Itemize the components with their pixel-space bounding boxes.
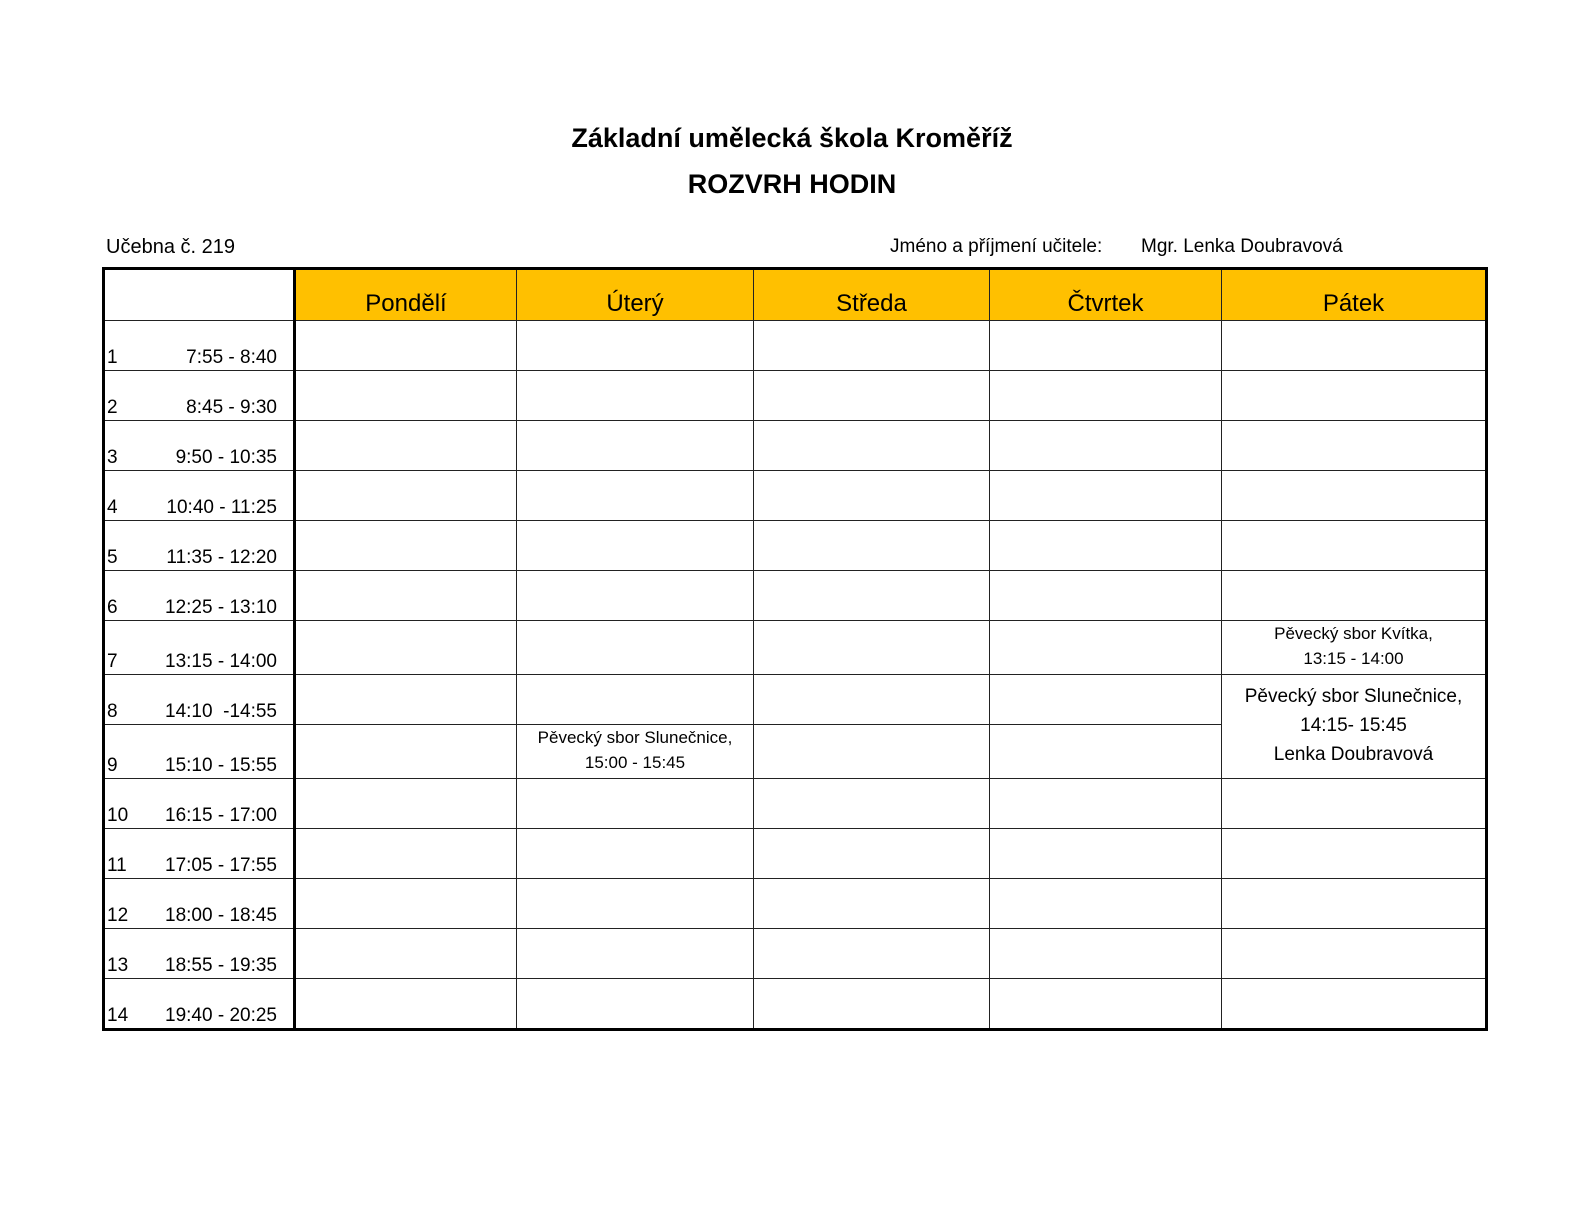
slot-cell xyxy=(295,371,517,421)
period-number: 8 xyxy=(107,701,118,722)
period-label xyxy=(104,879,295,929)
period-label xyxy=(104,521,295,571)
slot-cell xyxy=(754,521,990,571)
slot-cell xyxy=(990,471,1222,521)
period-label xyxy=(104,979,295,1030)
slot-cell xyxy=(754,879,990,929)
slot-cell xyxy=(517,929,754,979)
slot-cell xyxy=(990,571,1222,621)
timetable xyxy=(102,267,1488,1031)
school-title: Základní umělecká škola Kroměříž xyxy=(571,123,1013,153)
slot-cell xyxy=(754,471,990,521)
teacher-name: Mgr. Lenka Doubravová xyxy=(1141,236,1343,257)
slot-cell xyxy=(990,829,1222,879)
slot-cell xyxy=(990,879,1222,929)
slot-cell xyxy=(754,621,990,675)
period-label xyxy=(104,621,295,675)
slot-cell xyxy=(517,521,754,571)
slot-cell xyxy=(1222,829,1487,879)
slot-cell xyxy=(754,779,990,829)
period-number: 3 xyxy=(107,447,118,468)
period-number: 12 xyxy=(107,905,129,926)
slot-cell xyxy=(1222,371,1487,421)
period-time: 10:40 - 11:25 xyxy=(166,497,277,518)
period-time: 19:40 - 20:25 xyxy=(165,1005,277,1026)
slot-cell xyxy=(754,321,990,371)
slot-cell xyxy=(517,371,754,421)
slot-cell xyxy=(754,979,990,1030)
period-number: 5 xyxy=(107,547,118,568)
page-title: ROZVRH HODIN xyxy=(687,169,897,199)
period-time: 17:05 - 17:55 xyxy=(165,855,277,876)
slot-cell xyxy=(517,779,754,829)
slot-cell xyxy=(295,471,517,521)
slot-cell xyxy=(295,675,517,725)
period-label xyxy=(104,675,295,725)
slot-cell xyxy=(517,471,754,521)
period-row xyxy=(104,779,1487,829)
slot-cell xyxy=(517,421,754,471)
slot-cell xyxy=(1222,421,1487,471)
slot-cell xyxy=(517,979,754,1030)
slot-cell xyxy=(1222,979,1487,1030)
period-number: 10 xyxy=(107,805,129,826)
slot-cell xyxy=(295,621,517,675)
period-row xyxy=(104,929,1487,979)
slot-cell xyxy=(295,571,517,621)
slot-cell xyxy=(517,879,754,929)
classroom-label: Učebna č. 219 xyxy=(106,236,235,258)
slot-cell xyxy=(990,675,1222,725)
period-time: 18:55 - 19:35 xyxy=(165,955,277,976)
period-label xyxy=(104,571,295,621)
period-time: 15:10 - 15:55 xyxy=(165,755,277,776)
event-name: Pěvecký sbor Slunečnice, xyxy=(1244,685,1463,707)
slot-cell xyxy=(1222,879,1487,929)
slot-cell xyxy=(1222,779,1487,829)
slot-cell xyxy=(295,725,517,779)
slot-cell xyxy=(754,371,990,421)
period-label xyxy=(104,321,295,371)
slot-cell xyxy=(295,779,517,829)
event-cell-friday-slunecnice xyxy=(1222,675,1487,779)
event-teacher: Lenka Doubravová xyxy=(1273,743,1434,765)
slot-cell xyxy=(517,321,754,371)
period-time: 8:45 - 9:30 xyxy=(186,397,277,418)
day-header-row xyxy=(104,269,1487,321)
slot-cell xyxy=(517,829,754,879)
event-time: 14:15- 15:45 xyxy=(1300,714,1407,736)
slot-cell xyxy=(754,929,990,979)
slot-cell xyxy=(295,829,517,879)
slot-cell xyxy=(754,829,990,879)
slot-cell xyxy=(990,371,1222,421)
period-time: 16:15 - 17:00 xyxy=(165,805,277,826)
slot-cell xyxy=(295,321,517,371)
period-number: 4 xyxy=(107,497,118,518)
slot-cell xyxy=(295,521,517,571)
slot-cell xyxy=(990,929,1222,979)
slot-cell xyxy=(990,521,1222,571)
day-header-friday: Pátek xyxy=(1222,269,1487,321)
period-row xyxy=(104,321,1487,371)
slot-cell xyxy=(1222,321,1487,371)
period-label xyxy=(104,471,295,521)
period-number: 2 xyxy=(107,397,118,418)
slot-cell xyxy=(990,421,1222,471)
period-label xyxy=(104,421,295,471)
period-row xyxy=(104,979,1487,1030)
slot-cell xyxy=(295,929,517,979)
slot-cell xyxy=(754,675,990,725)
period-label xyxy=(104,725,295,779)
period-number: 1 xyxy=(107,347,118,368)
slot-cell xyxy=(1222,571,1487,621)
slot-cell xyxy=(990,979,1222,1030)
period-label xyxy=(104,829,295,879)
slot-cell xyxy=(1222,929,1487,979)
period-number: 6 xyxy=(107,597,118,618)
period-row xyxy=(104,829,1487,879)
period-time: 9:50 - 10:35 xyxy=(175,447,277,468)
period-label xyxy=(104,371,295,421)
period-time: 11:35 - 12:20 xyxy=(166,547,277,568)
period-label xyxy=(104,779,295,829)
event-name: Pěvecký sbor Slunečnice, xyxy=(537,728,733,747)
corner-cell xyxy=(104,269,295,321)
period-row xyxy=(104,621,1487,675)
period-number: 14 xyxy=(107,1005,129,1026)
slot-cell xyxy=(990,621,1222,675)
period-number: 13 xyxy=(107,955,129,976)
day-header-thursday: Čtvrtek xyxy=(990,269,1222,321)
slot-cell xyxy=(990,725,1222,779)
period-row xyxy=(104,675,1487,725)
event-time: 13:15 - 14:00 xyxy=(1303,649,1404,668)
event-name: Pěvecký sbor Kvítka, xyxy=(1274,624,1433,643)
period-time: 13:15 - 14:00 xyxy=(165,651,277,672)
period-row xyxy=(104,571,1487,621)
slot-cell xyxy=(990,321,1222,371)
slot-cell xyxy=(990,779,1222,829)
slot-cell xyxy=(295,421,517,471)
period-number: 11 xyxy=(107,855,127,876)
slot-cell xyxy=(1222,521,1487,571)
slot-cell xyxy=(295,879,517,929)
slot-cell xyxy=(517,675,754,725)
slot-cell xyxy=(754,725,990,779)
period-time: 12:25 - 13:10 xyxy=(165,597,277,618)
slot-cell xyxy=(1222,471,1487,521)
event-cell-friday-kvitka xyxy=(1222,621,1487,675)
slot-cell xyxy=(295,979,517,1030)
period-number: 9 xyxy=(107,755,118,776)
day-header-tuesday: Úterý xyxy=(517,269,754,321)
teacher-label: Jméno a příjmení učitele: xyxy=(890,236,1103,257)
day-header-monday: Pondělí xyxy=(295,269,517,321)
slot-cell xyxy=(754,571,990,621)
day-header-wednesday: Středa xyxy=(754,269,990,321)
slot-cell xyxy=(517,571,754,621)
slot-cell xyxy=(754,421,990,471)
period-time: 14:10 -14:55 xyxy=(165,701,277,722)
period-row xyxy=(104,371,1487,421)
period-time: 7:55 - 8:40 xyxy=(186,347,277,368)
period-number: 7 xyxy=(107,651,118,672)
period-row xyxy=(104,521,1487,571)
event-cell-tuesday-slunecnice xyxy=(517,725,754,779)
event-time: 15:00 - 15:45 xyxy=(584,753,686,772)
period-row xyxy=(104,421,1487,471)
period-row xyxy=(104,471,1487,521)
period-row xyxy=(104,879,1487,929)
slot-cell xyxy=(517,621,754,675)
period-label xyxy=(104,929,295,979)
period-time: 18:00 - 18:45 xyxy=(165,905,277,926)
